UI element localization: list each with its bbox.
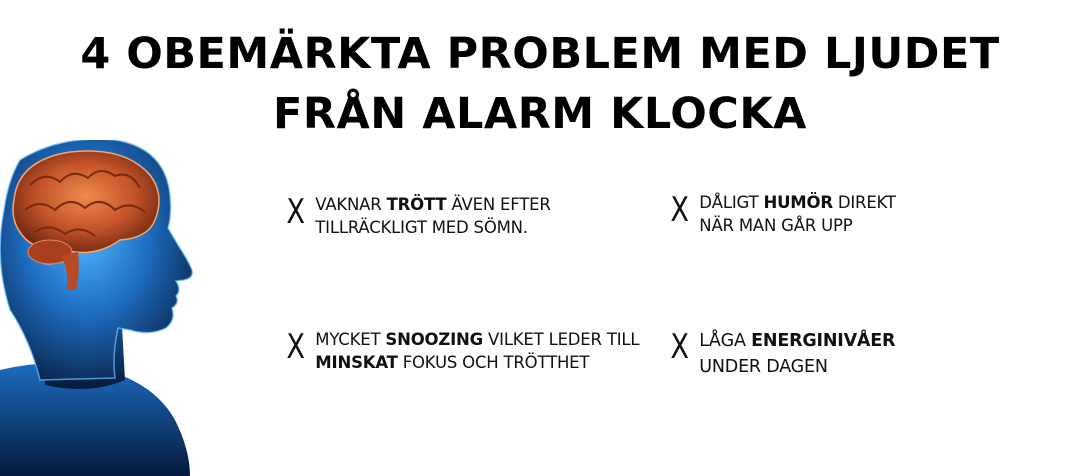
problem-keyword: MINSKAT bbox=[315, 353, 398, 372]
problem-text: LÅGA ENERGINIVÅER UNDER DAGEN bbox=[699, 331, 896, 377]
problem-keyword: ENERGINIVÅER bbox=[751, 331, 896, 351]
x-mark-icon: X bbox=[286, 327, 305, 367]
headline-line-2: FRÅN ALARM KLOCKA bbox=[273, 89, 807, 139]
problem-keyword: HUMÖR bbox=[763, 193, 833, 212]
problem-item bbox=[284, 328, 664, 374]
problem-keyword: SNOOZING bbox=[385, 330, 484, 349]
problem-keyword: TRÖTT bbox=[386, 195, 447, 214]
x-mark-icon: X bbox=[286, 192, 305, 232]
headline bbox=[0, 24, 1080, 144]
problem-text: MYCKET SNOOZING VILKET LEDER TILL MINSKAT FOKUS OCH TRÖTTHET bbox=[315, 330, 640, 372]
x-mark-icon: X bbox=[670, 327, 689, 367]
problem-text: VAKNAR TRÖTT ÄVEN EFTER TILLRÄCKLIGT MED SÖMN. bbox=[315, 195, 551, 237]
problem-item bbox=[284, 193, 584, 239]
head-brain-illustration bbox=[0, 140, 230, 476]
x-mark-icon: X bbox=[670, 190, 689, 230]
problem-text: DÅLIGT HUMÖR DIREKT NÄR MAN GÅR UPP bbox=[699, 193, 896, 235]
problem-item bbox=[668, 191, 968, 237]
problem-item bbox=[668, 328, 968, 380]
headline-line-1: 4 OBEMÄRKTA PROBLEM MED LJUDET bbox=[80, 29, 1000, 79]
